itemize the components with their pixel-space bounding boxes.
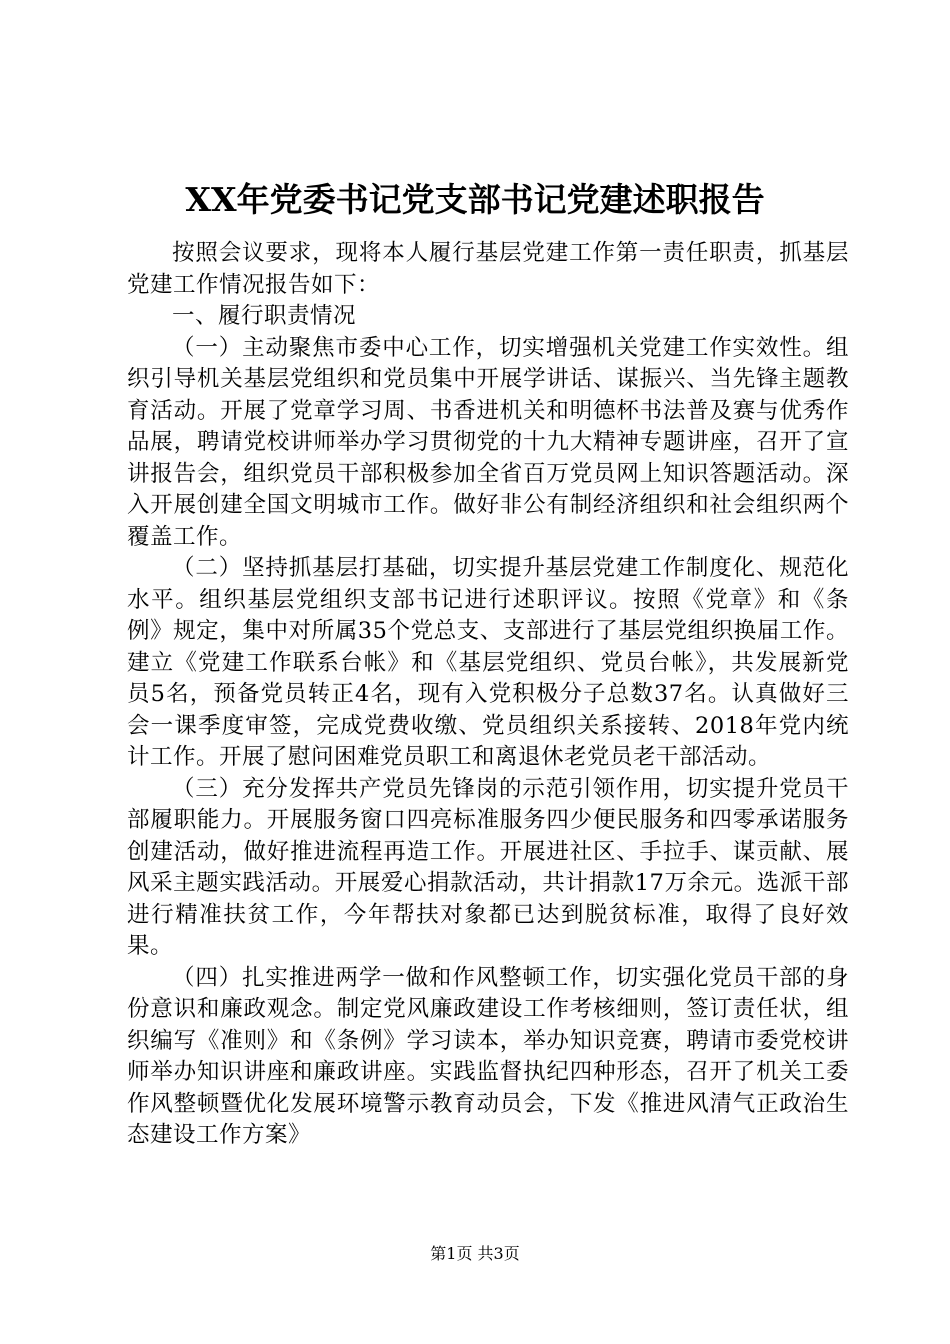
body-paragraph: （一）主动聚焦市委中心工作，切实增强机关党建工作实效性。组织引导机关基层党组织和党员集中开展学讲话、谋振兴、当先锋主题教育活动。开展了党章学习周、书香进机关和明德杯书法普及赛与优秀作品展，聘请党校讲师举办学习贯彻党的十九大精神专题讲座，召开了宣讲报告会，组织党员干部积极参加全省百万党员网上知识答题活动。深入开展创建全国文明城市工作。做好非公有制经济组织和社会组织两个覆盖工作。 (127, 334, 849, 550)
body-paragraph: （二）坚持抓基层打基础，切实提升基层党建工作制度化、规范化水平。组织基层党组织支部书记进行述职评议。按照《党章》和《条例》规定，集中对所属35个党总支、支部进行了基层党组织换届工作。建立《党建工作联系台帐》和《基层党组织、党员台帐》，共发展新党员5名，预备党员转正4名，现有入党积极分子总数37名。认真做好三会一课季度审签，完成党费收缴、党员组织关系接转、2018年党内统计工作。开展了慰问困难党员职工和离退休老党员老干部活动。 (127, 555, 849, 770)
document-body (127, 238, 849, 1152)
body-paragraph: （三）充分发挥共产党员先锋岗的示范引领作用，切实提升党员干部履职能力。开展服务窗口四亮标准服务四少便民服务和四零承诺服务创建活动，做好推进流程再造工作。开展进社区、手拉手、谋贡献、展风采主题实践活动。开展爱心捐款活动，共计捐款17万余元。选派干部进行精准扶贫工作，今年帮扶对象都已达到脱贫标准，取得了良好效果。 (127, 775, 849, 959)
page-footer: 第1页 共3页 (430, 1244, 520, 1263)
document-title: XX年党委书记党支部书记党建述职报告 (185, 180, 765, 219)
body-paragraph: （四）扎实推进两学一做和作风整顿工作，切实强化党员干部的身份意识和廉政观念。制定党风廉政建设工作考核细则，签订责任状，组织编写《准则》和《条例》学习读本，举办知识竞赛，聘请市委党校讲师举办知识讲座和廉政讲座。实践监督执纪四种形态，召开了机关工委作风整顿暨优化发展环境警示教育动员会，下发《推进风清气正政治生态建设工作方案》 (127, 964, 849, 1148)
intro-paragraph: 按照会议要求，现将本人履行基层党建工作第一责任职责，抓基层党建工作情况报告如下： (127, 240, 849, 298)
section-heading: 一、履行职责情况 (172, 303, 357, 329)
